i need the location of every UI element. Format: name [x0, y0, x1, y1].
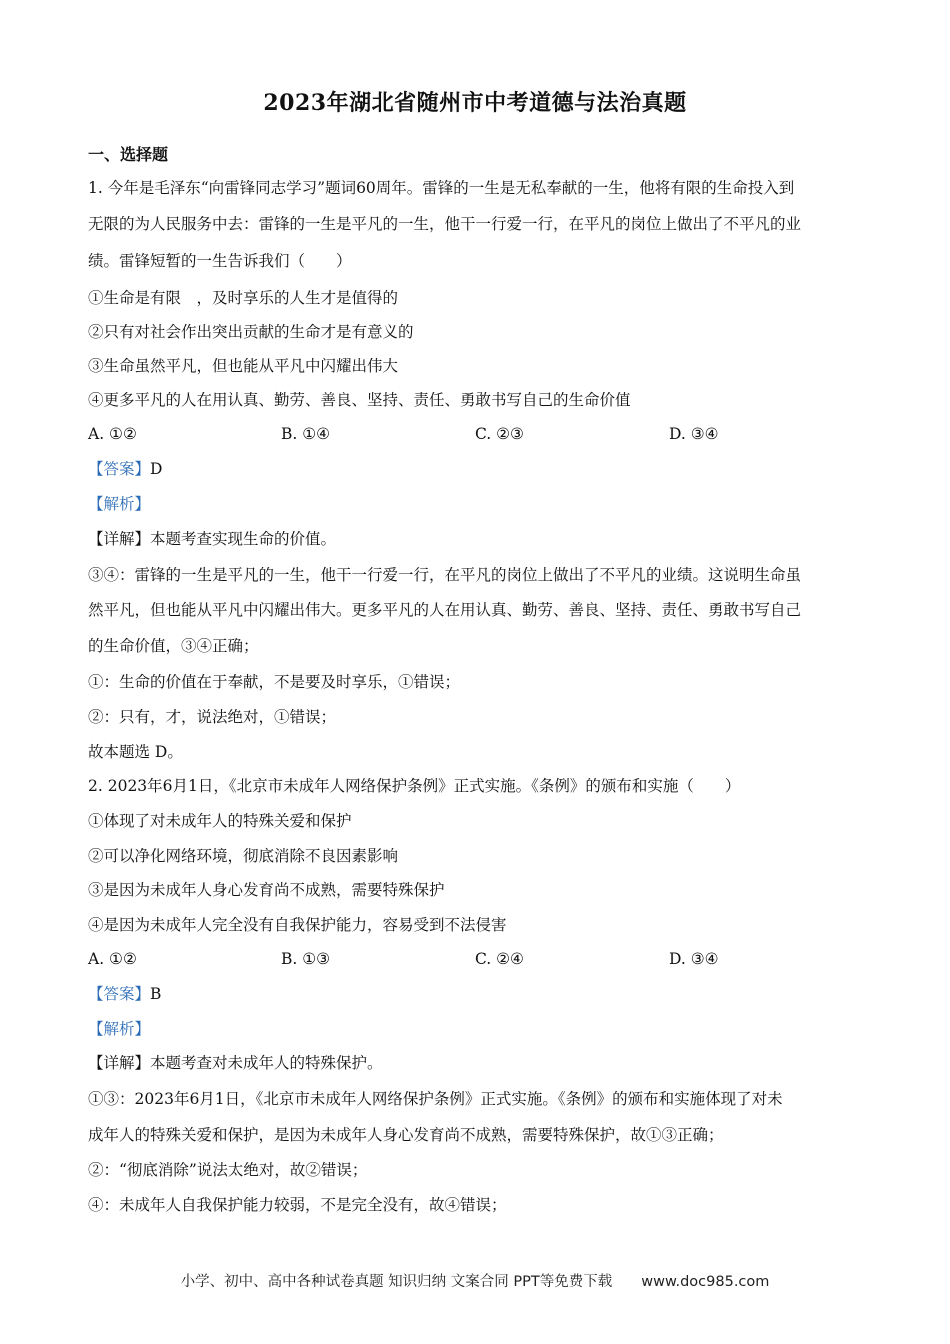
q1-explanation-5: ②：只有，才，说法绝对，①错误； — [88, 708, 337, 726]
q1-statement-3: ③生命虽然平凡，但也能从平凡中闪耀出伟大 — [88, 357, 399, 375]
q1-option-b: B. ①④ — [281, 425, 331, 443]
q2-statement-3: ③是因为未成年人身心发育尚不成熟，需要特殊保护 — [88, 881, 445, 899]
q1-answer-value: D — [150, 460, 163, 478]
q2-explanation-4: ④：未成年人自我保护能力较弱，不是完全没有，故④错误； — [88, 1196, 507, 1214]
q2-analysis-tag: 【解析】 — [88, 1020, 151, 1038]
q1-explanation-1: ③④：雷锋的一生是平凡的一生，他干一行爱一行，在平凡的岗位上做出了不平凡的业绩。这说明生命虽 — [88, 566, 802, 584]
q2-answer — [88, 984, 161, 1004]
q1-explanation-4: ①：生命的价值在于奉献，不是要及时享乐，①错误； — [88, 673, 461, 691]
q1-option-c: C. ②③ — [475, 425, 524, 443]
q2-explanation-3: ②：“彻底消除”说法太绝对，故②错误； — [88, 1161, 368, 1179]
q2-stem-line-1: 2. 2023年6月1日，《北京市未成年人网络保护条例》正式实施。《条例》的颁布和实施（ ） — [88, 777, 741, 795]
q1-answer — [88, 459, 162, 479]
q2-explanation-1: ①③：2023年6月1日，《北京市未成年人网络保护条例》正式实施。《条例》的颁布和实施体现了对未 — [88, 1090, 783, 1108]
q1-detail — [88, 529, 336, 549]
q1-detail-text: 本题考查实现生命的价值。 — [150, 530, 337, 548]
q1-detail-tag: 【详解】 — [88, 530, 151, 548]
q2-detail-tag: 【详解】 — [88, 1054, 151, 1072]
q1-statement-1: ①生命是有限 ，及时享乐的人生才是值得的 — [88, 289, 399, 307]
footer-text: 小学、初中、高中各种试卷真题 知识归纳 文案合同 PPT等免费下载 www.doc985.com — [180, 1274, 770, 1290]
q1-explanation-6: 故本题选 D。 — [88, 743, 183, 761]
q2-detail — [88, 1053, 383, 1073]
q1-stem-line-3: 绩。雷锋短暂的一生告诉我们（ ） — [88, 252, 352, 270]
q1-statement-2: ②只有对社会作出突出贡献的生命才是有意义的 — [88, 323, 414, 341]
q2-option-b: B. ①③ — [281, 950, 331, 968]
q2-statement-2: ②可以净化网络环境，彻底消除不良因素影响 — [88, 847, 399, 865]
q2-option-a: A. ①② — [88, 950, 137, 968]
page-title: 2023年湖北省随州市中考道德与法治真题 — [263, 90, 687, 116]
q2-answer-tag: 【答案】 — [88, 985, 151, 1003]
q1-explanation-2: 然平凡，但也能从平凡中闪耀出伟大。更多平凡的人在用认真、勤劳、善良、坚持、责任、勇敢书写自己 — [88, 601, 802, 619]
q1-answer-tag: 【答案】 — [88, 460, 151, 478]
q1-stem-line-2: 无限的为人民服务中去：雷锋的一生是平凡的一生，他干一行爱一行，在平凡的岗位上做出了不平凡的业 — [88, 215, 802, 233]
q1-stem-line-1: 1. 今年是毛泽东“向雷锋同志学习”题词60周年。雷锋的一生是无私奉献的一生，他将有限的生命投入到 — [88, 179, 795, 197]
q2-explanation-2: 成年人的特殊关爱和保护，是因为未成年人身心发育尚不成熟，需要特殊保护，故①③正确； — [88, 1126, 724, 1144]
q2-answer-value: B — [150, 985, 162, 1003]
q2-statement-1: ①体现了对未成年人的特殊关爱和保护 — [88, 812, 352, 830]
q1-analysis-tag: 【解析】 — [88, 495, 151, 513]
q2-detail-text: 本题考查对未成年人的特殊保护。 — [150, 1054, 383, 1072]
q1-statement-4: ④更多平凡的人在用认真、勤劳、善良、坚持、责任、勇敢书写自己的生命价值 — [88, 391, 631, 409]
q2-option-d: D. ③④ — [669, 950, 719, 968]
q1-explanation-3: 的生命价值，③④正确； — [88, 637, 259, 655]
section-title: 一、选择题 — [88, 145, 169, 164]
q2-option-c: C. ②④ — [475, 950, 524, 968]
q1-option-d: D. ③④ — [669, 425, 719, 443]
q2-statement-4: ④是因为未成年人完全没有自我保护能力，容易受到不法侵害 — [88, 916, 507, 934]
q1-option-a: A. ①② — [88, 425, 137, 443]
